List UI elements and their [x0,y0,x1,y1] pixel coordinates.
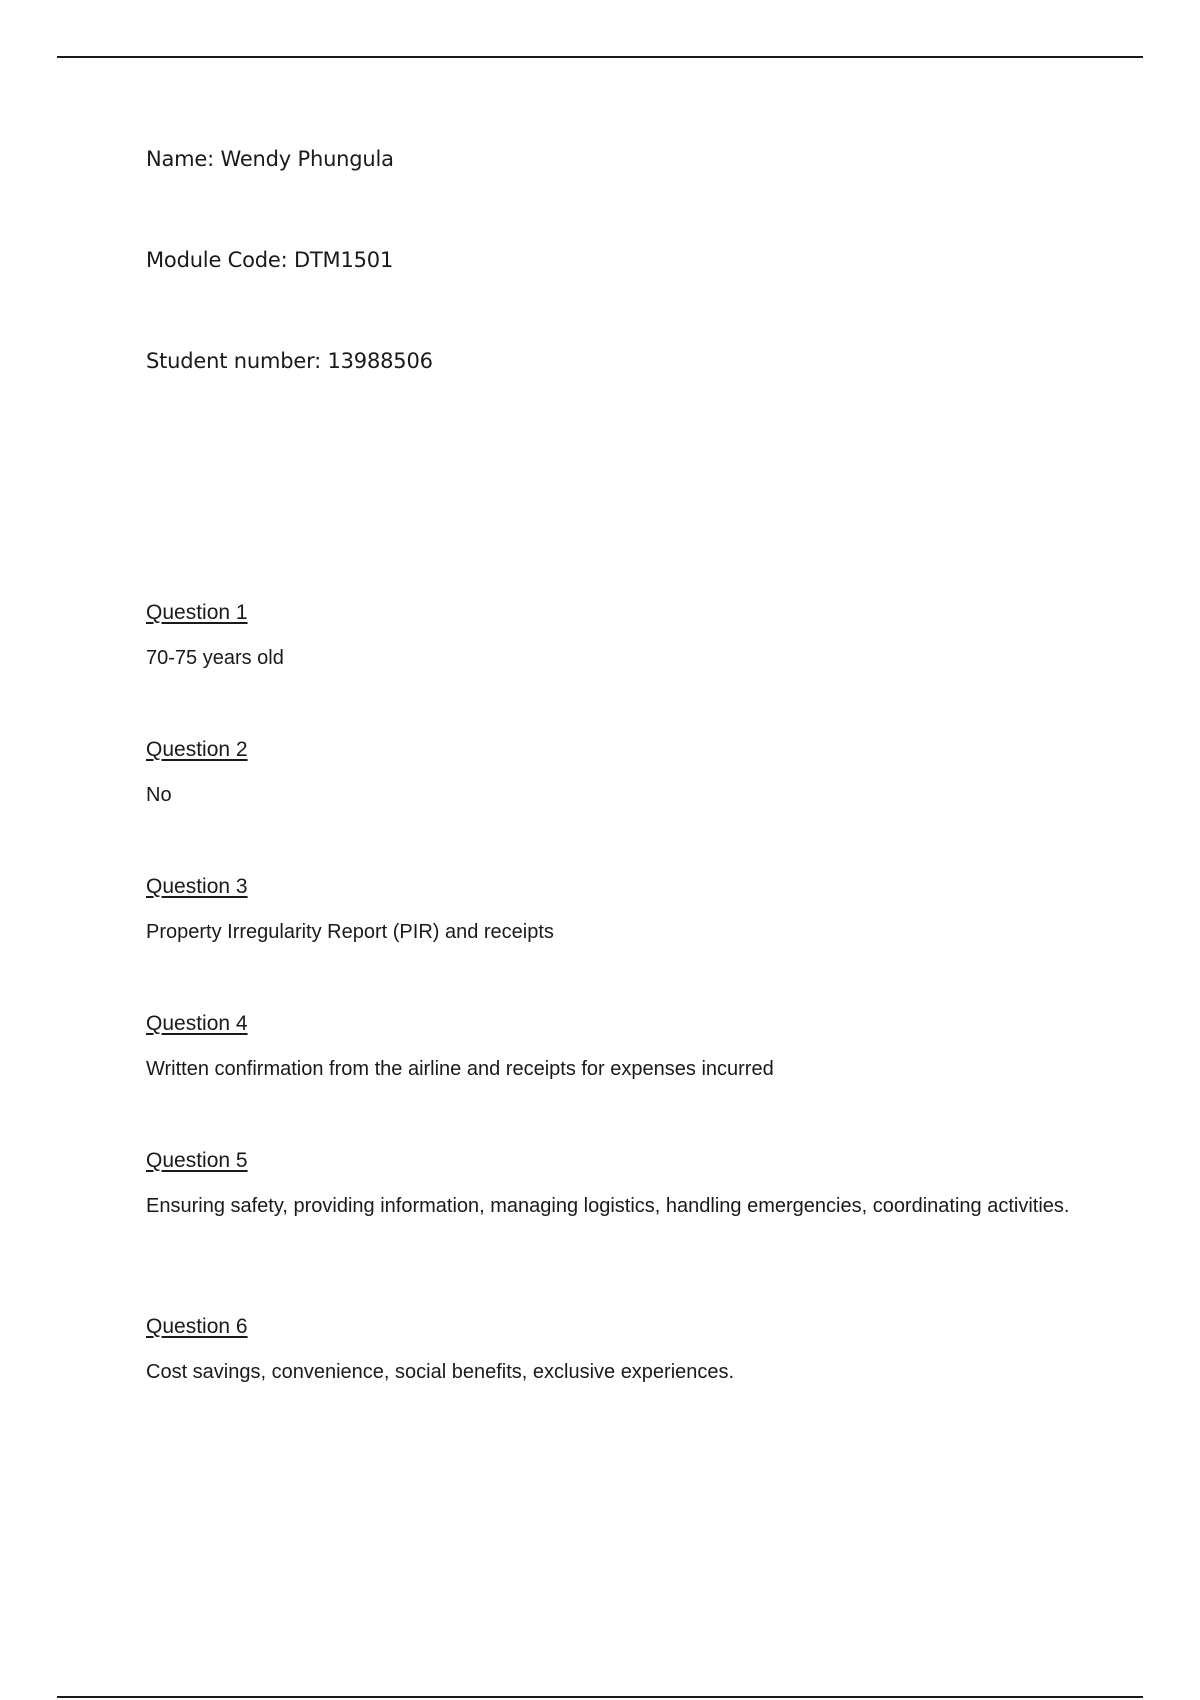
question-4 [146,1011,1086,1084]
question-3 [146,874,1086,947]
question-answer: Cost savings, convenience, social benefits, exclusive experiences. [146,1361,735,1383]
question-answer: No [146,784,172,806]
question-heading: Question 3 [146,875,248,898]
question-answer: Written confirmation from the airline and receipts for expenses incurred [146,1058,774,1080]
student-number: Student number: 13988506 [146,349,433,373]
question-heading: Question 6 [146,1315,248,1338]
question-answer: 70-75 years old [146,647,284,669]
question-5 [146,1148,1086,1221]
question-6 [146,1314,1086,1387]
top-divider [57,56,1143,58]
question-answer: Property Irregularity Report (PIR) and receipts [146,921,554,943]
question-1 [146,600,1086,673]
question-heading: Question 2 [146,738,248,761]
question-heading: Question 5 [146,1149,248,1172]
question-heading: Question 4 [146,1012,248,1035]
question-heading: Question 1 [146,601,248,624]
student-name: Name: Wendy Phungula [146,147,394,171]
bottom-divider [57,1696,1143,1698]
question-answer: Ensuring safety, providing information, managing logistics, handling emergencies, coordinating activities. [146,1195,1070,1217]
question-2 [146,737,1086,810]
module-code: Module Code: DTM1501 [146,248,394,272]
